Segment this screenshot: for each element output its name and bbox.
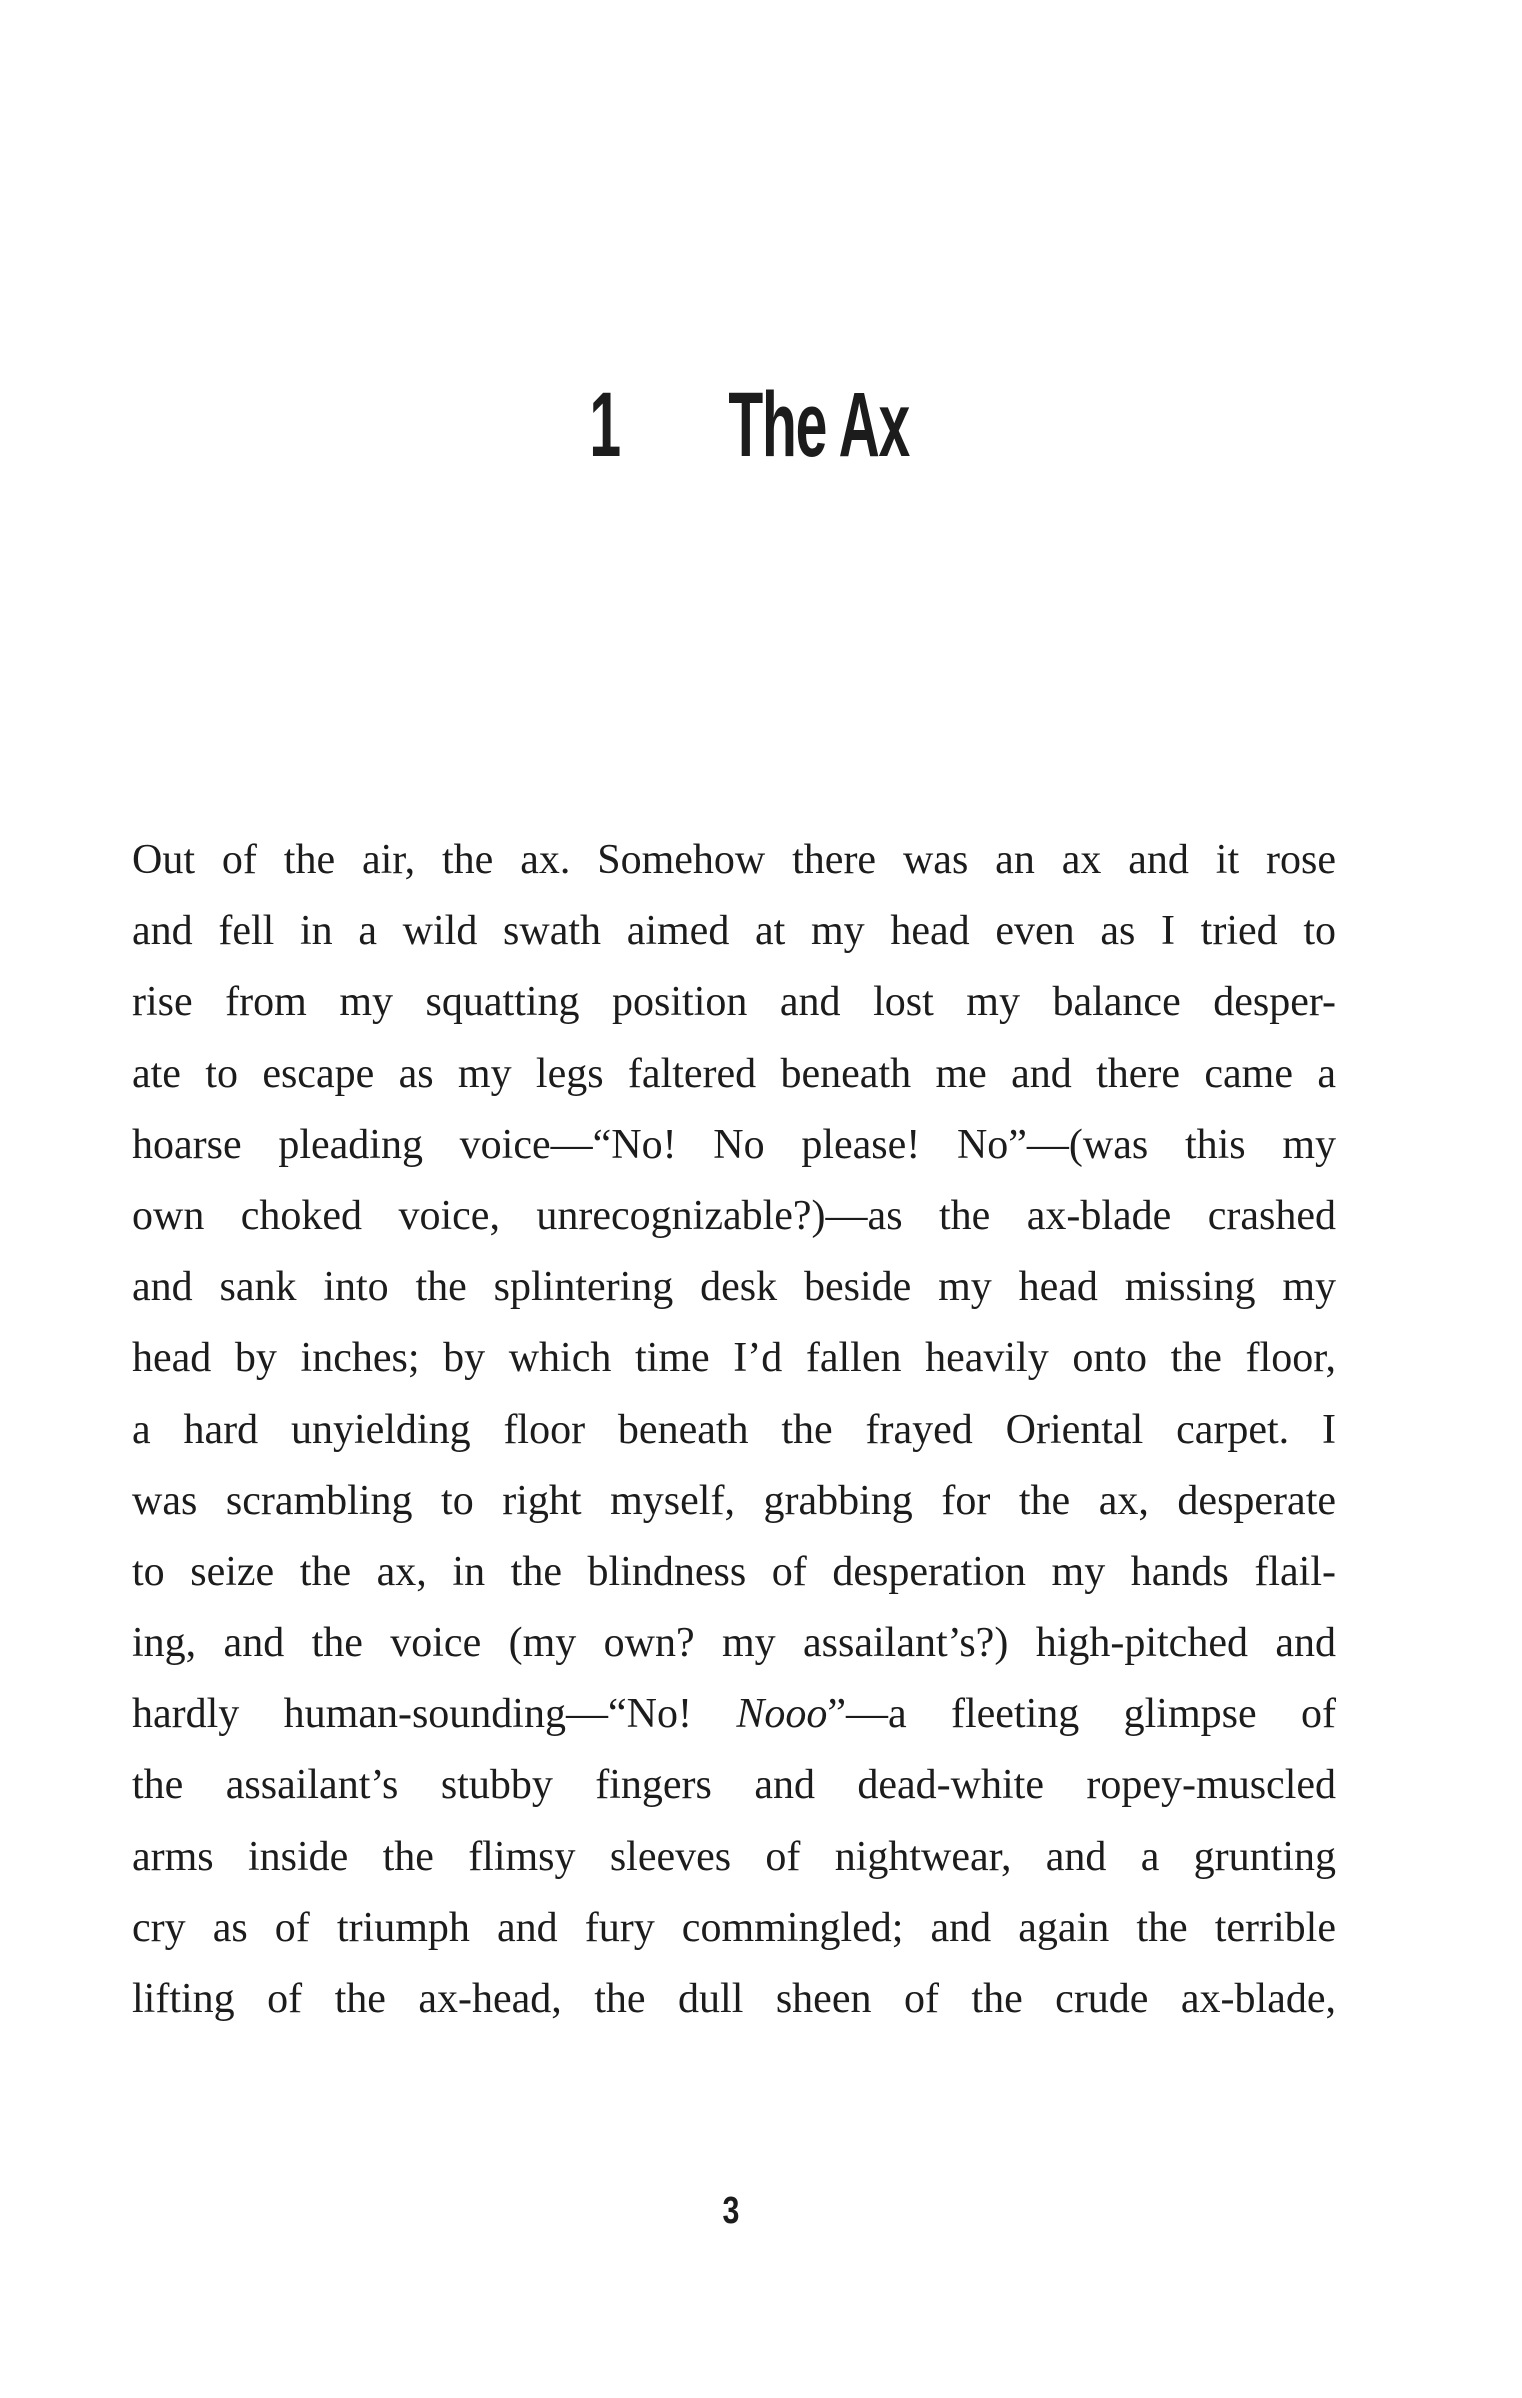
text-line: the assailant’s stubby fingers and dead-white ropey-muscled: [132, 1762, 1336, 1809]
text-segment: ”—a fleeting glimpse of: [827, 1691, 1336, 1738]
text-line: hoarse pleading voice—“No! No please! No”—(was this my: [132, 1121, 1336, 1168]
page-number: 3: [722, 2190, 740, 2232]
text-line: ing, and the voice (my own? my assailant’s?) high-pitched and: [132, 1620, 1336, 1667]
text-segment: hardly human-sounding—“No!: [132, 1691, 737, 1738]
text-line: cry as of triumph and fury commingled; and again the terrible: [132, 1904, 1336, 1951]
text-line: arms inside the flimsy sleeves of nightwear, and a grunting: [132, 1833, 1336, 1880]
italic-text: Nooo: [736, 1691, 828, 1738]
text-line: Out of the air, the ax. Somehow there was an ax and it rose: [132, 837, 1336, 883]
chapter-number: 1: [589, 374, 620, 476]
text-line: own choked voice, unrecognizable?)—as the ax-blade crashed: [132, 1192, 1336, 1239]
text-line: rise from my squatting position and lost my balance desper-: [132, 979, 1336, 1026]
text-line: to seize the ax, in the blindness of desperation my hands flail-: [132, 1548, 1336, 1595]
text-line: was scrambling to right myself, grabbing for the ax, desperate: [132, 1477, 1336, 1524]
text-line-mixed: [132, 1679, 1336, 1750]
text-line: lifting of the ax-head, the dull sheen of the crude ax-blade,: [132, 1976, 1336, 2022]
text-line: a hard unyielding floor beneath the frayed Oriental carpet. I: [132, 1406, 1336, 1453]
text-line: and fell in a wild swath aimed at my head even as I tried to: [132, 908, 1336, 955]
chapter-heading: [277, 370, 1221, 480]
text-line: and sank into the splintering desk beside my head missing my: [132, 1264, 1336, 1311]
body-text: [132, 825, 1336, 2035]
chapter-title: The Ax: [728, 374, 910, 476]
text-line: head by inches; by which time I’d fallen heavily onto the floor,: [132, 1335, 1336, 1382]
text-line: ate to escape as my legs faltered beneath me and there came a: [132, 1050, 1336, 1097]
